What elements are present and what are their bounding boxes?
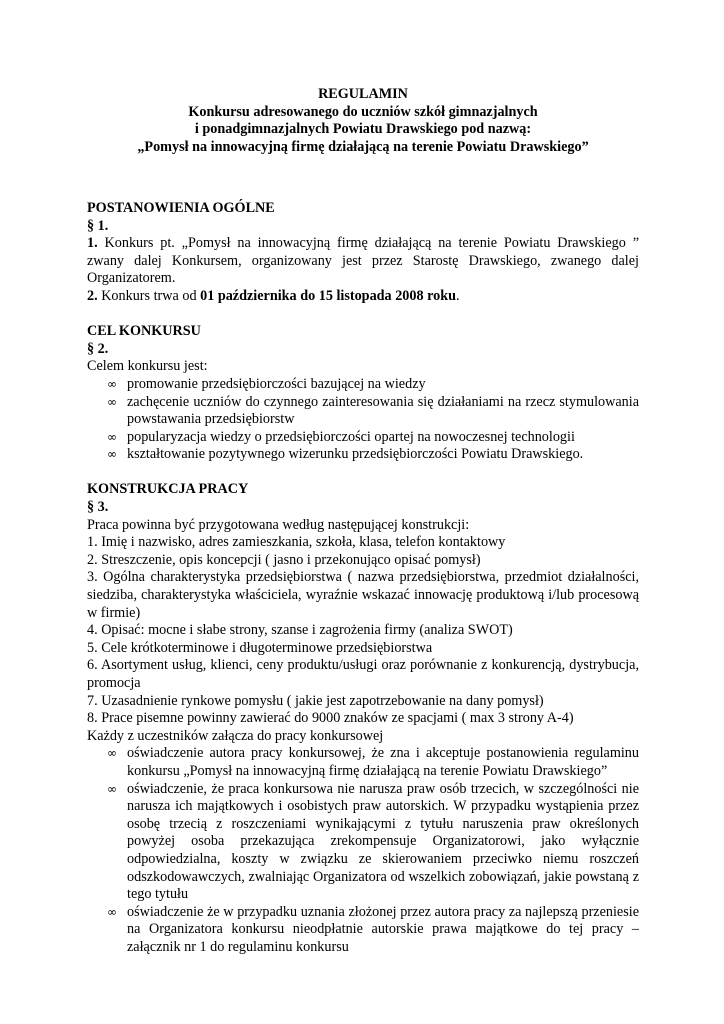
- infinity-bullet-icon: ∞: [107, 447, 117, 462]
- document-page: [87, 86, 639, 957]
- construction-intro: Praca powinna być przygotowana według następującej konstrukcji:: [87, 516, 470, 533]
- section-heading-goal: CEL KONKURSU: [87, 323, 201, 340]
- paragraph-number-3: § 3.: [87, 499, 109, 516]
- title-line-4: „Pomysł na innowacyjną firmę działającą na terenie Powiatu Drawskiego”: [137, 138, 589, 155]
- infinity-bullet-icon: ∞: [107, 376, 117, 391]
- construction-line: 8. Prace pisemne powinny zawierać do 9000 znaków ze spacjami ( max 3 strony A-4): [87, 710, 574, 727]
- section-1-point-1: [87, 235, 639, 288]
- paragraph-number-1: § 1.: [87, 217, 109, 234]
- construction-line: 1. Imię i nazwisko, adres zamieszkania, szkoła, klasa, telefon kontaktowy: [87, 534, 506, 551]
- construction-line: 4. Opisać: mocne i słabe strony, szanse i zagrożenia firmy (analiza SWOT): [87, 622, 513, 639]
- point-text: Konkurs trwa od: [97, 287, 201, 304]
- construction-line: 7. Uzasadnienie rynkowe pomysłu ( jakie jest zapotrzebowanie na dany pomysł): [87, 692, 544, 709]
- list-item: ∞ zachęcenie uczniów do czynnego zainteresowania się działaniami na rzecz stymulowania powstawania przedsiębiorstw: [107, 393, 639, 428]
- infinity-bullet-icon: ∞: [107, 429, 117, 444]
- infinity-bullet-icon: ∞: [107, 781, 117, 796]
- section-heading-general: POSTANOWIENIA OGÓLNE: [87, 199, 275, 216]
- regulation-title: [87, 86, 639, 156]
- construction-line: 5. Cele krótkoterminowe i długoterminowe przedsiębiorstwa: [87, 639, 433, 656]
- point-number: 2.: [87, 287, 98, 304]
- point-number: 1.: [87, 235, 98, 252]
- list-item: ∞ oświadczenie, że praca konkursowa nie narusza praw osób trzecich, w szczególności nie narusza ich majątkowych i osobistych praw autorskich. W przypadku wystąpienia przez osobę trzecią z roszczeniami wynikającymi z tytułu naruszenia praw określonych powyżej osoba przekazująca zrekompensuje Organizatorowi, jako wyłącznie odpowiedzialna, koszty w związku ze skierowaniem przeciwko niemu roszczeń odszkodowawczych, zwalniając Organizatora od wszelkich zobowiązań, jakie powstaną z tego tytułu: [107, 780, 639, 903]
- point-text-end: .: [456, 287, 460, 304]
- list-item: ∞ popularyzacja wiedzy o przedsiębiorczości opartej na nowoczesnej technologii: [107, 428, 575, 445]
- construction-line: 6. Asortyment usług, klienci, ceny produktu/usługi oraz porównanie z konkurencją, dystrybucja, promocja: [87, 657, 639, 691]
- infinity-bullet-icon: ∞: [107, 904, 117, 919]
- list-item: ∞ oświadczenie że w przypadku uznania złożonej przez autora pracy za najlepszą przeniesie na Organizatora konkursu nieodpłatnie autorskie prawa majątkowe do tej pracy – załącznik nr 1 do regulaminu konkursu: [107, 903, 639, 955]
- infinity-bullet-icon: ∞: [107, 746, 117, 761]
- contest-dates: 01 października do 15 listopada 2008 roku: [200, 287, 457, 304]
- section-1-point-2: [87, 288, 639, 306]
- list-item: ∞ kształtowanie pozytywnego wizerunku przedsiębiorczości Powiatu Drawskiego.: [107, 446, 584, 463]
- title-line-3: i ponadgimnazjalnych Powiatu Drawskiego pod nazwą:: [194, 121, 532, 138]
- point-text: Konkurs pt. „Pomysł na innowacyjną firmę działającą na terenie Powiatu Drawskiego ” zwany dalej Konkursem, organizowany jest przez Starostę Drawskiego, zwanego dalej Organizatorem.: [87, 235, 639, 287]
- infinity-bullet-icon: ∞: [107, 394, 117, 409]
- goal-intro: Celem konkursu jest:: [87, 358, 208, 375]
- goal-list: [87, 376, 639, 464]
- list-item: ∞ promowanie przedsiębiorczości bazującej na wiedzy: [107, 375, 426, 392]
- title-line-2: Konkursu adresowanego do uczniów szkół gimnazjalnych: [188, 103, 538, 120]
- paragraph-number-2: § 2.: [87, 340, 109, 357]
- title-line-1: REGULAMIN: [318, 86, 408, 102]
- construction-line: 3. Ogólna charakterystyka przedsiębiorstwa ( nazwa przedsiębiorstwa, przedmiot działalności, siedziba, charakterystyka właściciela, wyraźnie wskazać innowację produktową i/lub procesową w firmie): [87, 569, 639, 621]
- list-item: ∞ oświadczenie autora pracy konkursowej, że zna i akceptuje postanowienia regulaminu konkursu „Pomysł na innowacyjną firmę działającą na terenie Powiatu Drawskiego”: [107, 745, 639, 779]
- section-heading-construction: KONSTRUKCJA PRACY: [87, 481, 249, 498]
- construction-line: 2. Streszczenie, opis koncepcji ( jasno i przekonująco opisać pomysł): [87, 551, 481, 568]
- attachments-list: [87, 745, 639, 956]
- attachments-intro: Każdy z uczestników załącza do pracy konkursowej: [87, 727, 384, 744]
